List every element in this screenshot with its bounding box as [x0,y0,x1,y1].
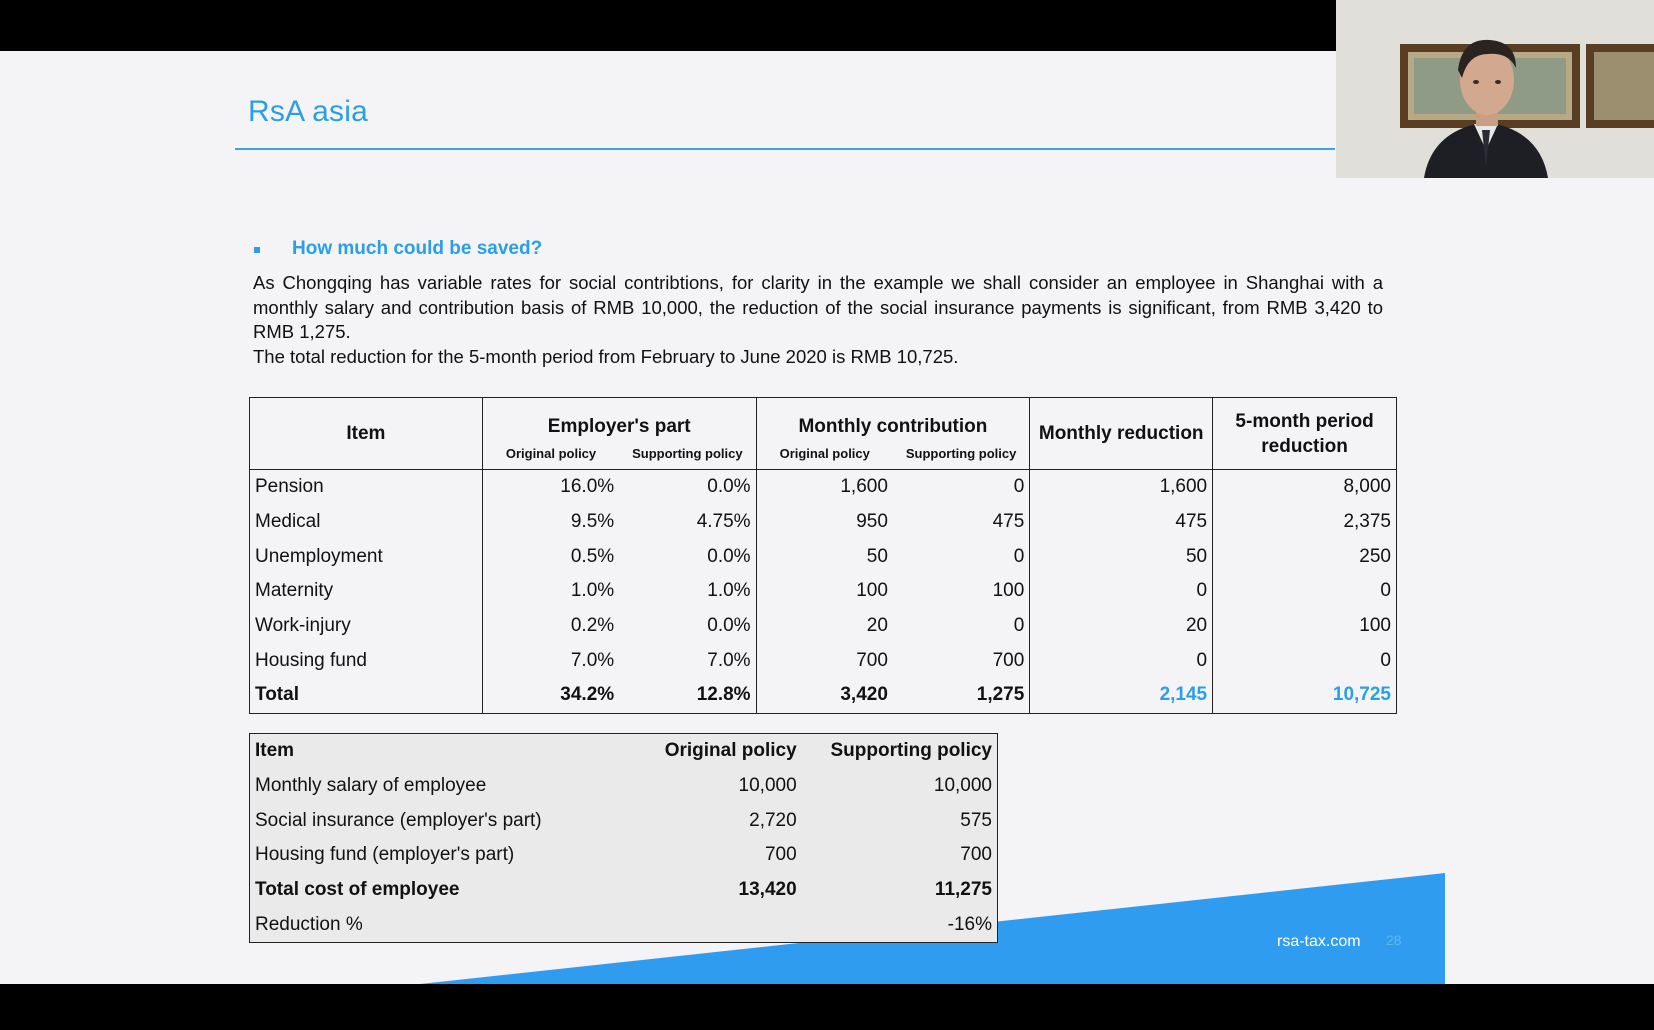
cost-comparison-table [249,733,998,943]
total-label: Total [250,678,483,713]
page-number: 28 [1386,932,1402,948]
header-five-month-reduction: 5-month period reduction [1213,398,1397,470]
cell: 20 [1030,609,1213,644]
cell: 0 [1380,580,1391,602]
table-row [250,505,1397,540]
header-monthly-reduction: Monthly reduction [1030,398,1213,470]
cell: 50 [866,545,888,567]
cell: 0.5% [570,545,615,567]
row-label: Monthly salary of employee [255,775,487,797]
cell: 7.0% [619,643,756,678]
total-cell: 11,275 [934,879,992,901]
row-label: Housing fund [250,643,483,678]
cell: 575 [960,809,992,831]
cell: 1,600 [840,476,888,498]
cell: 950 [856,511,888,533]
cell: 4.75% [619,505,756,540]
cost-header-original: Original policy [664,740,797,762]
table-row [250,643,1397,678]
cell: 16.0% [560,476,615,498]
total-monthly-reduction: 2,145 [1030,678,1213,713]
bullet-square-icon [254,247,260,253]
cell: 0.2% [570,615,615,637]
cell: 0 [1030,574,1213,609]
cell: 0 [893,470,1030,505]
cell: 9.5% [570,511,615,533]
cell: 1.0% [570,580,615,602]
cost-header-row [250,734,998,769]
cell: 0 [893,609,1030,644]
subheader-supporting-policy: Supporting policy [619,438,756,470]
cell: 700 [893,643,1030,678]
cell: 475 [893,505,1030,540]
cell: 2,375 [1343,511,1391,533]
cell: -16% [947,913,992,935]
subheader-supporting-policy: Supporting policy [893,438,1030,470]
section-heading: How much could be saved? [292,238,543,259]
row-label: Housing fund (employer's part) [255,844,515,866]
cell: 1.0% [619,574,756,609]
total-cell: 12.8% [619,678,756,713]
webcam-video-tile[interactable] [1336,0,1654,178]
cell: 700 [856,649,888,671]
cell: 7.0% [570,649,615,671]
table-row [250,609,1397,644]
cell: 0 [1030,643,1213,678]
contribution-table [249,397,1397,714]
row-label: Unemployment [250,539,483,574]
row-label: Social insurance (employer's part) [255,809,542,831]
presenter-video-icon [1336,0,1654,178]
cell: 700 [960,844,992,866]
subheader-original-policy: Original policy [756,438,893,470]
total-cell: 34.2% [560,684,615,706]
cell: 100 [856,580,888,602]
total-cell: 3,420 [840,684,888,706]
cell: 8,000 [1343,476,1391,498]
cell: 0.0% [619,609,756,644]
total-label: Total cost of employee [255,879,460,901]
table-row [250,838,998,873]
header-employer-part: Employer's part [482,398,756,438]
cell: 10,000 [738,775,797,797]
total-cell: 1,275 [893,678,1030,713]
cell: 1,600 [1030,470,1213,505]
cell: 20 [866,615,888,637]
row-label: Maternity [250,574,483,609]
cell: 0.0% [619,539,756,574]
total-row [250,678,1397,713]
brand-title: RsA asia [248,95,368,128]
subheader-original-policy: Original policy [482,438,619,470]
paragraph-1: As Chongqing has variable rates for social contribtions, for clarity in the example we shall consider an employee in Shanghai with a monthly salary and contribution basis of RMB 10,000, the reduction of the social insurance payments is significant, from RMB 3,420 to RMB 1,275. [253,272,1383,342]
cell [644,907,802,942]
footer-url: rsa-tax.com [1277,933,1361,950]
total-row [250,873,998,908]
cell: 250 [1359,545,1391,567]
cell: 100 [893,574,1030,609]
intro-paragraph [253,271,1383,369]
total-cell: 13,420 [738,879,797,901]
reduction-row [250,907,998,942]
table-row [250,803,998,838]
presentation-slide [0,51,1654,984]
cost-header-item: Item [255,740,295,762]
cell: 700 [764,844,797,866]
cell: 0.0% [619,470,756,505]
row-label: Pension [250,470,483,505]
cell: 2,720 [749,809,797,831]
total-five-month-reduction: 10,725 [1332,684,1391,706]
row-label: Medical [250,505,483,540]
row-label: Work-injury [250,609,483,644]
table-row [250,470,1397,505]
cell: 0 [893,539,1030,574]
cell: 10,000 [933,775,992,797]
table-row [250,769,998,804]
cost-header-supporting: Supporting policy [830,740,992,762]
row-label: Reduction % [255,913,363,935]
paragraph-2: The total reduction for the 5-month period from February to June 2020 is RMB 10,725. [253,345,959,367]
header-item: Item [250,398,483,470]
table-row [250,574,1397,609]
table-row [250,539,1397,574]
cell: 50 [1030,539,1213,574]
cell: 0 [1380,649,1391,671]
header-divider [235,148,1335,150]
cell: 475 [1030,505,1213,540]
header-monthly-contribution: Monthly contribution [756,398,1030,438]
cell: 100 [1359,615,1391,637]
